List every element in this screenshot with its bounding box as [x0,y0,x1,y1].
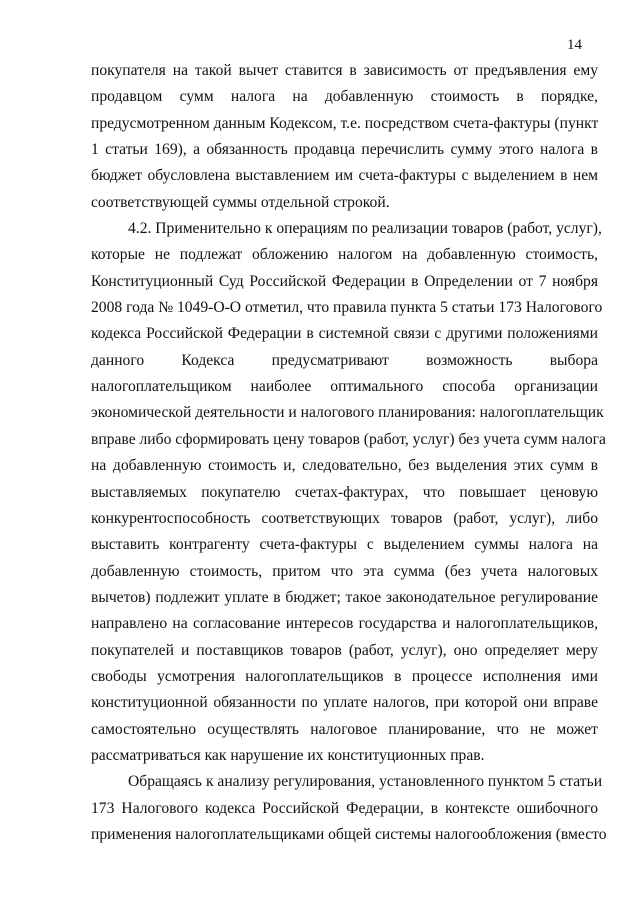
page-number: 14 [567,37,582,53]
text-line: покупателя на такой вычет ставится в зависимость от предъявления ему [91,62,598,79]
text-line: бюджет обусловлена выставлением им счета-фактуры с выделением в нем [91,167,598,185]
text-line: данного Кодекса предусматривают возможность выбора [91,351,598,369]
text-line: на добавленную стоимость и, следовательно, без выделения этих сумм в [91,457,598,475]
text-line: экономической деятельности и налогового планирования: налогоплательщик [91,404,604,422]
text-line: вправе либо сформировать цену товаров (работ, услуг) без учета сумм налога [91,430,606,448]
text-line: покупателей и поставщиков товаров (работ, услуг), оно определяет меру [91,641,598,659]
text-line: 173 Налогового кодекса Российской Федерации, в контексте ошибочного [91,799,598,817]
text-line: вычетов) подлежит уплате в бюджет; такое законодательное регулирование [91,588,598,606]
text-line: направлено на согласование интересов государства и налогоплательщиков, [91,615,598,633]
text-line: рассматриваться как нарушение их конституционных прав. [91,746,485,764]
text-line: 4.2. Применительно к операциям по реализации товаров (работ, услуг), [128,220,602,238]
text-line: 1 статьи 169), а обязанность продавца перечислить сумму этого налога в [91,141,598,159]
text-line: Обращаясь к анализу регулирования, установленного пунктом 5 статьи [128,773,603,791]
text-line: соответствующей суммы отдельной строкой. [91,193,390,211]
text-line: самостоятельно осуществлять налоговое планирование, что не может [91,720,598,738]
text-line: конституционной обязанности по уплате налогов, при которой они вправе [91,694,598,712]
text-line: свободы усмотрения налогоплательщиков в процессе исполнения ими [91,667,598,685]
text-line: которые не подлежат обложению налогом на добавленную стоимость, [91,246,598,264]
body-text [91,58,607,848]
text-line: выставить контрагенту счета-фактуры с выделением суммы налога на [91,536,598,554]
text-line: кодекса Российской Федерации в системной связи с другими положениями [91,325,598,343]
text-line: добавленную стоимость, притом что эта сумма (без учета налоговых [91,562,598,580]
text-line: 2008 года № 1049-О-О отметил, что правила пункта 5 статьи 173 Налогового [91,299,603,317]
text-line: налогоплательщиком наиболее оптимального способа организации [91,378,598,396]
text-line: конкурентоспособность соответствующих товаров (работ, услуг), либо [91,509,598,527]
text-line: применения налогоплательщиками общей системы налогообложения (вместо [91,825,607,843]
text-line: продавцом сумм налога на добавленную стоимость в порядке, [91,88,598,106]
text-line: Конституционный Суд Российской Федерации в Определении от 7 ноября [91,272,598,290]
text-line: выставляемых покупателю счетах-фактурах, что повышает ценовую [91,483,598,501]
text-line: предусмотренном данным Кодексом, т.е. посредством счета-фактуры (пункт [91,114,599,132]
